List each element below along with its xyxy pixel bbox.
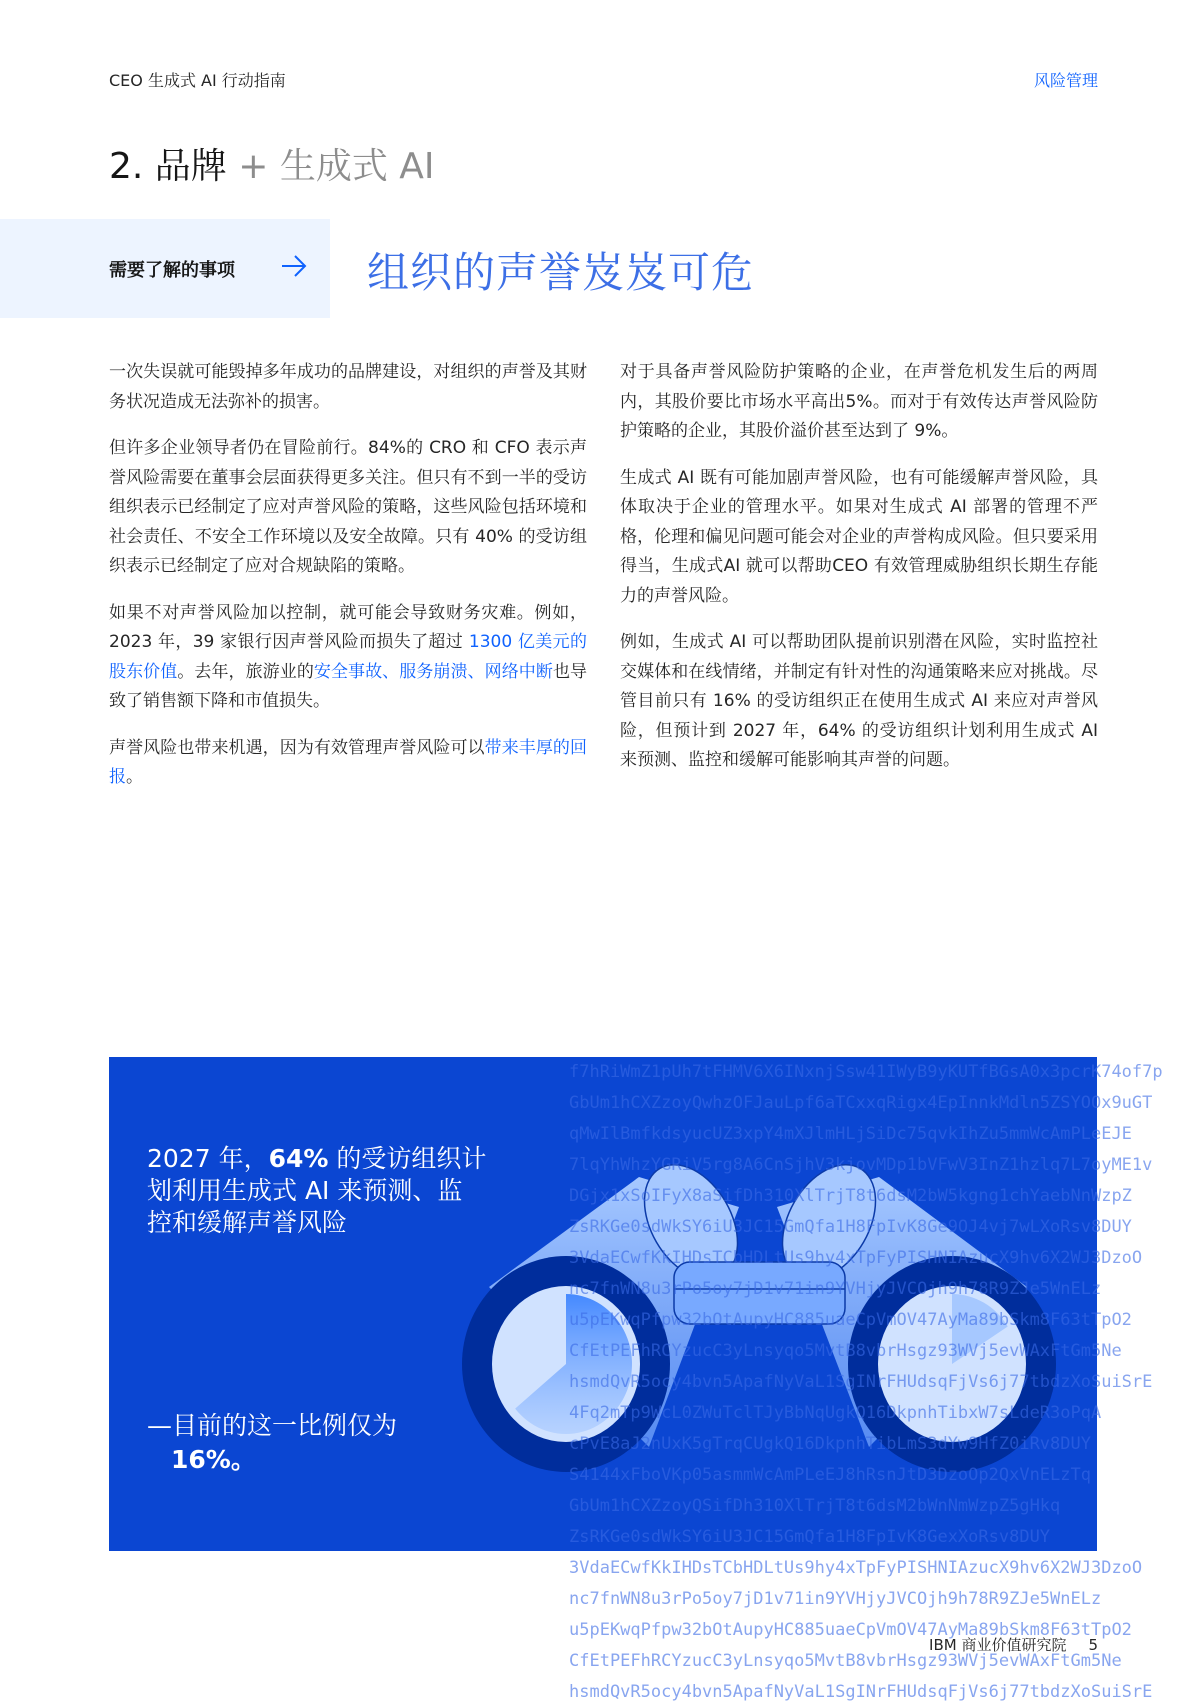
text: 也导致了销售额下降和市值损失。 bbox=[109, 661, 588, 711]
code-line: f7hRiWmZ1pUh7tFHMV6X6INxnjSsw41IWyB9yKUTfBGsA0x3pcrK74of7p bbox=[569, 1062, 1163, 1082]
code-line: 7lqYhWhzYGRiV5rg8A6CnSjhV3kjovMDp1bVFwV3InZ1hzlq7L7oyME1v bbox=[569, 1155, 1153, 1175]
paragraph: 对于具备声誉风险防护策略的企业，在声誉危机发生后的两周内，其股价要比市场水平高出5%。而对于有效传达声誉风险防护策略的企业，其股价溢价甚至达到了 9%。 bbox=[620, 362, 1098, 441]
page-number: 5 bbox=[1088, 1636, 1098, 1654]
code-line: GbUm1hCXZzoyQSifDh310XlTrjT8t6dsM2bWnNmWzpZ5gHkq bbox=[569, 1496, 1061, 1516]
title-main: 2. 品牌 bbox=[109, 146, 227, 187]
code-line: GbUm1hCXZzoyQwhzOFJauLpf6aTCxxqRigx4EpInnkMdln5ZSYOOx9uGT bbox=[569, 1093, 1153, 1113]
band-label: 需要了解的事项 bbox=[109, 260, 235, 281]
right-column bbox=[620, 358, 1098, 793]
code-line: 3VdaECwfKkIHDsTCbHDLtUs9hy4xTpFyPISHNIAzucX9hv6X2WJ3DzoO bbox=[569, 1558, 1143, 1578]
section-headline: 组织的声誉岌岌可危 bbox=[367, 248, 755, 297]
code-line: DGjx1xSoIFyX8aSifDh310XlTrjT8t6dsM2bW5kgng1chYaebNnWzpZ bbox=[569, 1186, 1132, 1206]
arrow-right-icon bbox=[280, 252, 308, 280]
code-line: hsmdQvR5ocy4bvn5ApafNyVaL1SgINrFHUdsqFjVs6j77tbdzXoSuiSrE bbox=[569, 1372, 1153, 1392]
code-line: S4144xFboVKp05asmmWcAmPLeEJ8hRsnJtD3DzoOp2QxVnELzTq bbox=[569, 1465, 1091, 1485]
paragraph: 但许多企业领导者仍在冒险前行。84%的 CRO 和 CFO 表示声誉风险需要在董事会层面获得更多关注。但只有不到一半的受访组织表示已经制定了应对声誉风险的策略，这些风险包括环境和社会责任、不安全工作环境以及安全故障。只有 40% 的受访组织表示已经制定了应对合规缺陷的策略。 bbox=[109, 438, 587, 576]
code-line: nc7fnWN8u3rPo5oy7jD1v71in9YVHjyJVCOjh9h78R9ZJe5WnELz bbox=[569, 1589, 1102, 1609]
stat-percent: 64% bbox=[268, 1144, 329, 1173]
code-line: cPvE8aJ2nUxK5gTrqCUgkQ16DkpnhTibLmS3dYw9HfZ0iRv8DUY bbox=[569, 1434, 1091, 1454]
code-line: 4Fq2mTp9WcL0ZWuTclTJyBbNqUgkQ16DkpnhTibxW7sLdeR3oPqA bbox=[569, 1403, 1102, 1423]
title-suffix: + 生成式 AI bbox=[238, 146, 435, 187]
section-label: 风险管理 bbox=[1033, 71, 1098, 90]
code-line: ZsRKGe0sdWkSY6iU3JC15GmQfa1H8FpIvK8Ge9OJ4vj7wLXoRsv8DUY bbox=[569, 1217, 1132, 1237]
text: 。去年，旅游业的 bbox=[177, 661, 314, 682]
paragraph bbox=[109, 599, 587, 717]
code-line: CfEtPEFhRCYzucC3yLnsyqo5MvtB8vbrHsgz93WVj5evWAxFtGm5Ne bbox=[569, 1651, 1122, 1671]
banner-stat bbox=[147, 1143, 487, 1239]
text: 2027 年， bbox=[147, 1144, 269, 1173]
link-travel-incidents[interactable]: 安全事故、服务崩溃、网络中断 bbox=[313, 661, 553, 682]
link-rich-returns[interactable]: 带来丰厚的回报 bbox=[109, 737, 588, 787]
link-shareholder-value[interactable]: 1300 亿美元的股东价值 bbox=[109, 632, 588, 682]
code-line: u5pEKwqPfpw32bOtAupyHC885uaeCpVmOV47AyMa89bSkm8F63tTpO2 bbox=[569, 1310, 1132, 1330]
current-percent: 16%。 bbox=[171, 1445, 256, 1474]
publisher: IBM 商业价值研究院 bbox=[929, 1636, 1067, 1654]
paragraph bbox=[109, 734, 587, 793]
code-line: CfEtPEFhRCYzucC3yLnsyqo5MvtB8vbrHsgz93WVj5evWAxFtGm5Ne bbox=[569, 1341, 1122, 1361]
banner-current bbox=[147, 1409, 397, 1477]
document-title: CEO 生成式 AI 行动指南 bbox=[109, 71, 286, 90]
code-line: qMwIlBmfkdsyucUZ3xpY4mXJlmHLjSiDc75qvkIhZu5mmWcAmPLeEJE bbox=[569, 1124, 1132, 1144]
text: 的受访组织计划利用生成式 AI 来预测、监控和缓解声誉风险 bbox=[147, 1144, 487, 1237]
paragraph: 例如，生成式 AI 可以帮助团队提前识别潜在风险，实时监控社交媒体和在线情绪，并制定有针对性的沟通策略来应对挑战。尽管目前只有 16% 的受访组织正在使用生成式 AI 来应对声誉风险，但预计到 2027 年，64% 的受访组织计划利用生成式 AI 来预测、监控和缓解可能影响其声誉的问题。 bbox=[620, 632, 1098, 770]
code-line: hsmdQvR5ocy4bvn5ApafNyVaL1SgINrFHUdsqFjVs6j77tbdzXoSuiSrE bbox=[569, 1682, 1153, 1702]
page-title bbox=[109, 138, 435, 189]
footer bbox=[929, 1634, 1098, 1655]
binocular-bridge bbox=[674, 1262, 845, 1324]
code-line: ZsRKGe0sdWkSY6iU3JC15GmQfa1H8FpIvK8GexXoRsv8DUY bbox=[569, 1527, 1051, 1547]
text: 。 bbox=[126, 767, 143, 787]
paragraph: 生成式 AI 既有可能加剧声誉风险，也有可能缓解声誉风险，具体取决于企业的管理水平。如果对生成式 AI 部署的管理不严格，伦理和偏见问题可能会对企业的声誉构成风险。但只要采用得当，生成式AI 就可以帮助CEO 有效管理威胁组织长期生存能力的声誉风险。 bbox=[620, 467, 1098, 606]
left-column bbox=[109, 358, 587, 810]
code-line: u5pEKwqPfpw32bOtAupyHC885uaeCpVmOV47AyMa89bSkm8F63tTpO2 bbox=[569, 1620, 1132, 1640]
code-line: 3VdaECwfKkIHDsTCbHDLtUs9hy4xTpFyPISHNIAzucX9hv6X2WJ3DzoO bbox=[569, 1248, 1143, 1268]
code-line: nc7fnWN8u3rPo5oy7jD1v71in9YVHjyJVCOjh9h78R9ZJe5WnELz bbox=[569, 1279, 1102, 1299]
paragraph: 一次失误就可能毁掉多年成功的品牌建设，对组织的声誉及其财务状况造成无法弥补的损害。 bbox=[109, 362, 587, 412]
text: —目前的这一比例仅为 bbox=[147, 1411, 398, 1440]
text: 如果不对声誉风险加以控制，就可能会导致财务灾难。例如，2023 年，39 家银行因声誉风险而损失了超过 bbox=[109, 602, 587, 652]
text: 声誉风险也带来机遇，因为有效管理声誉风险可以 bbox=[109, 737, 485, 758]
